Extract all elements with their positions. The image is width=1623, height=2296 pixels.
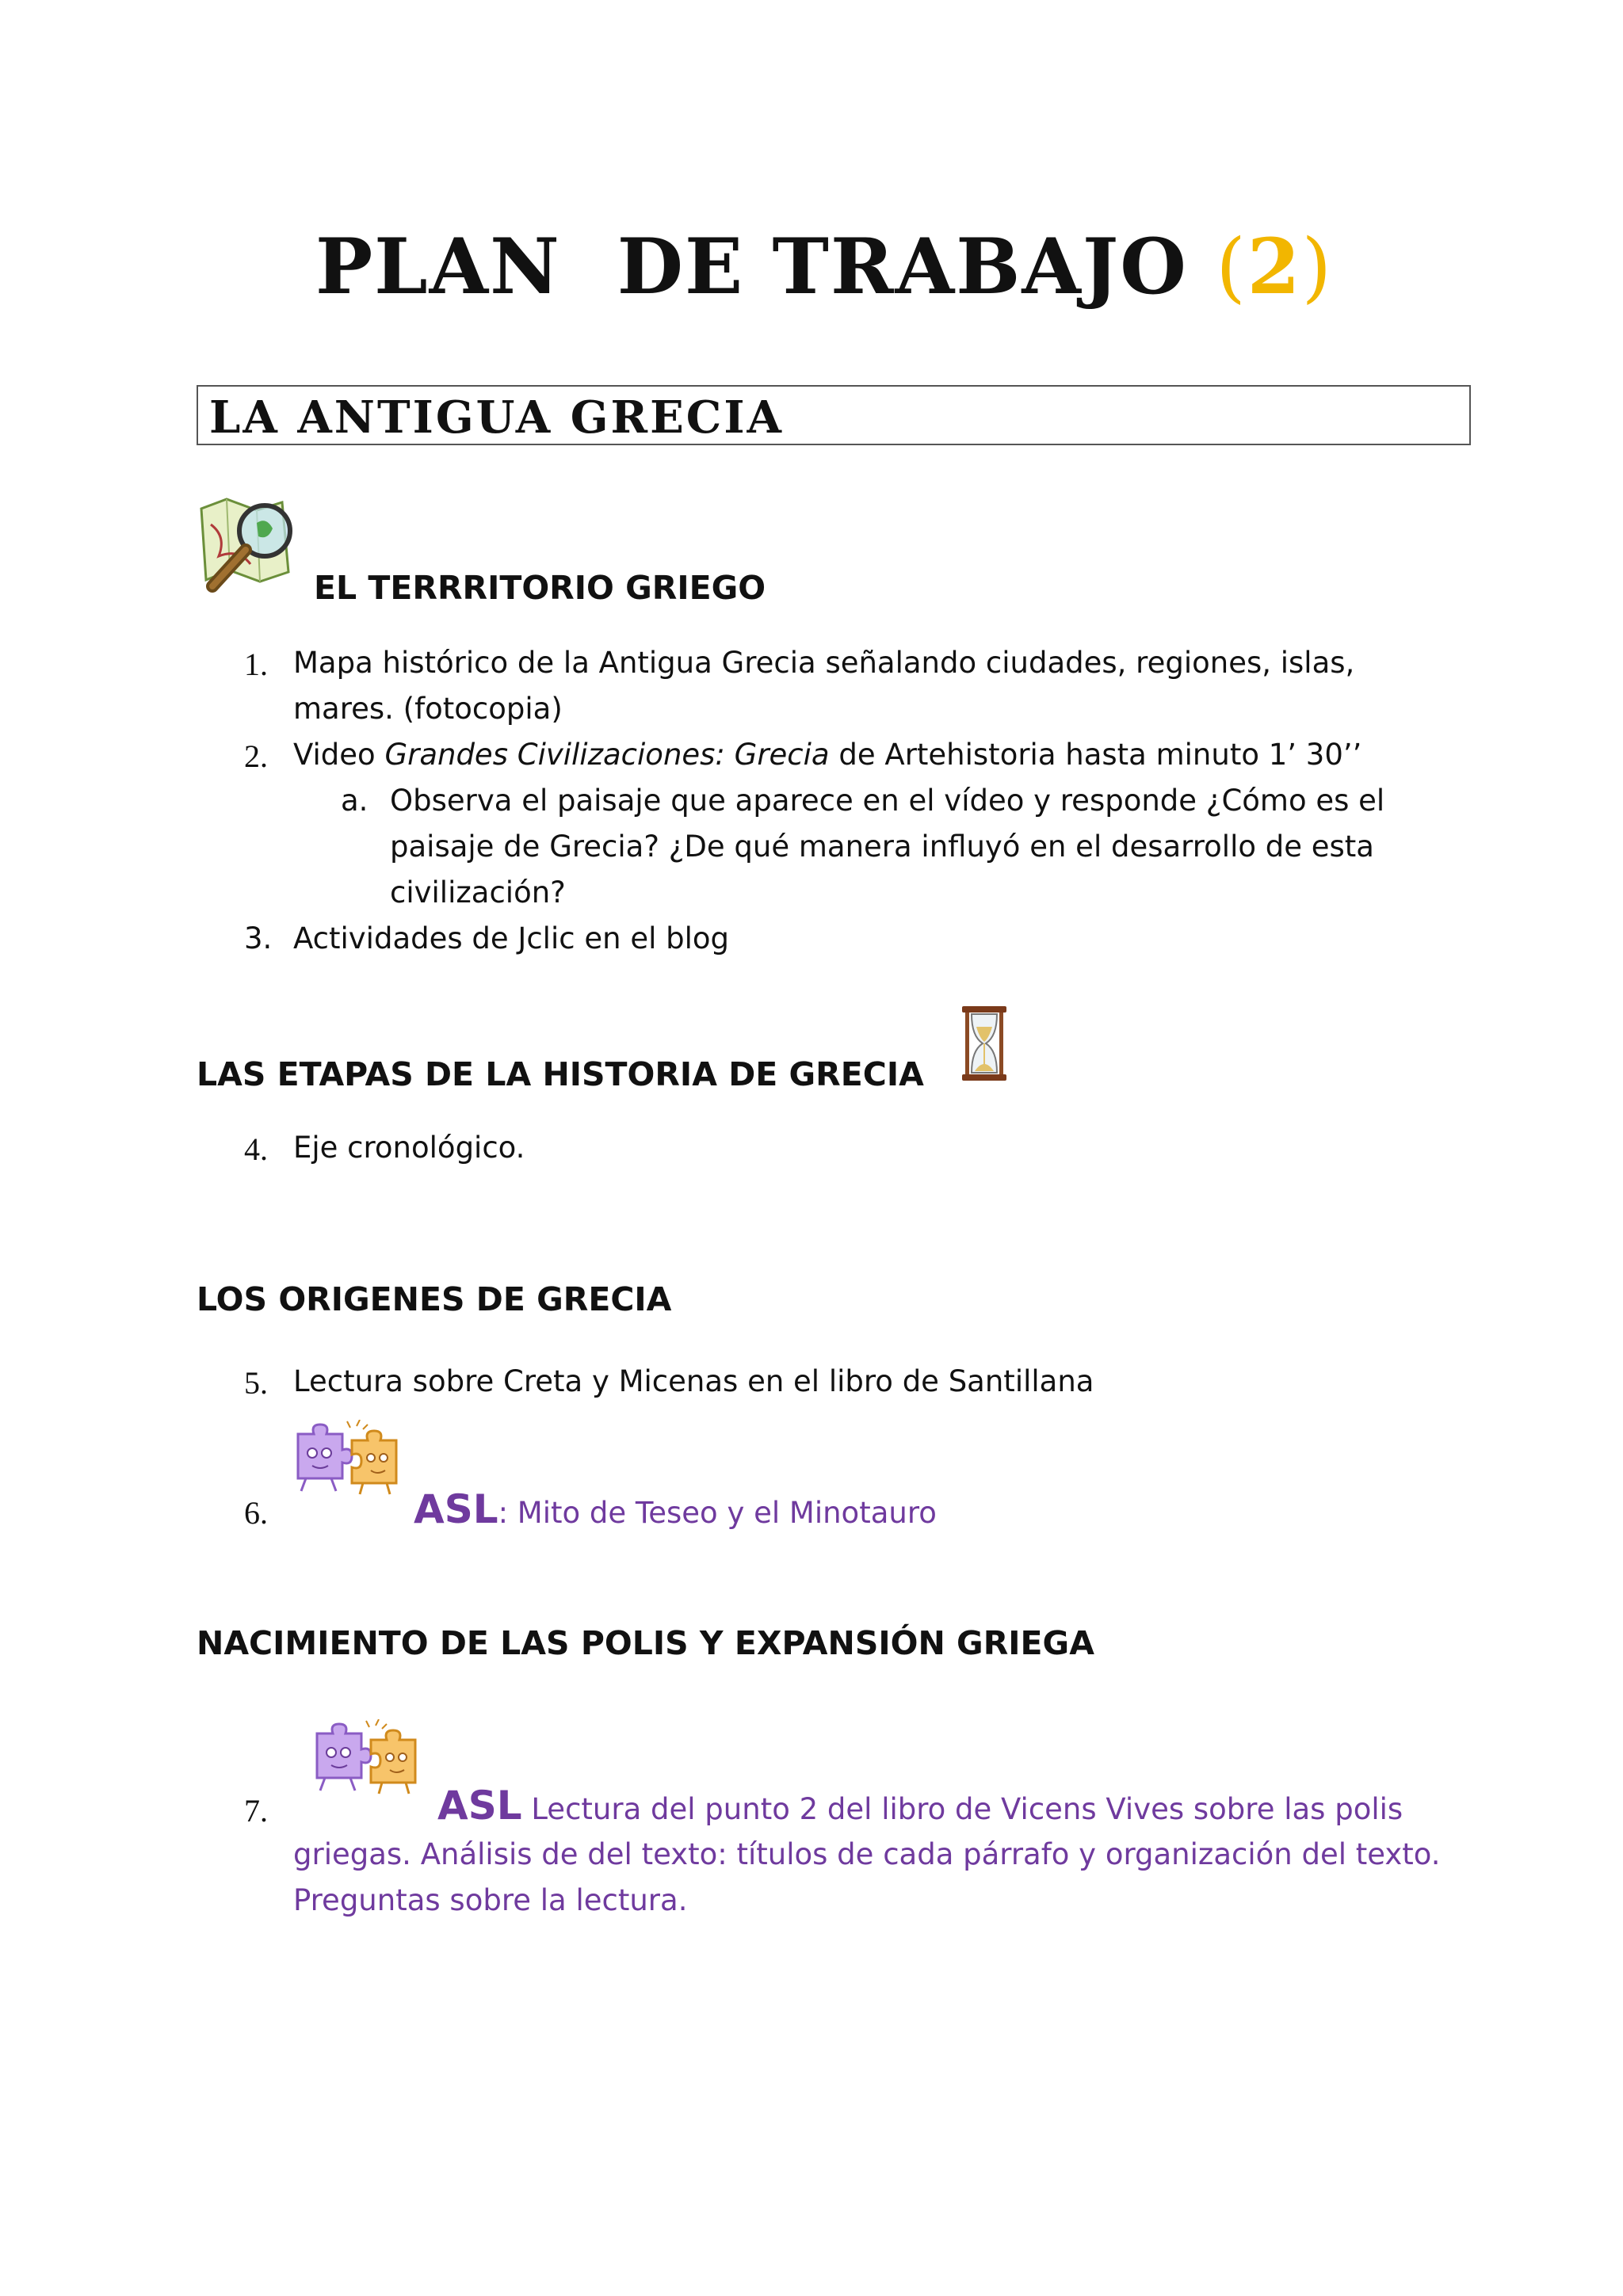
hourglass-icon [959,1005,1010,1084]
topic-box [197,385,1471,445]
list-item: Lectura sobre Creta y Micenas en el libro de Santillana [293,1364,1094,1398]
list-item: Mapa histórico de la Antigua Grecia señalando ciudades, regiones, islas, mares. (fotocopia) [293,646,1355,726]
list-number: 1. [244,646,268,682]
list-number: 6. [244,1495,268,1531]
asl-label: ASL [414,1486,498,1532]
list-item: Eje cronológico. [293,1131,525,1165]
map-magnifier-icon [195,493,298,596]
plan-number: (2) [1216,222,1334,311]
section-heading-etapas: LAS ETAPAS DE LA HISTORIA DE GRECIA [197,1055,924,1093]
list-number: 7. [244,1793,268,1829]
list-number: 4. [244,1131,268,1167]
list-number: 3. [244,921,273,955]
list-item: Actividades de Jclic en el blog [293,921,730,955]
puzzle-pieces-icon [292,1420,403,1496]
list-item-asl: ASL: Mito de Teseo y el Minotauro [414,1486,937,1532]
page-title: PLAN DE TRABAJO (2) [315,222,1334,311]
puzzle-pieces-icon [311,1719,422,1795]
list-number: a. [341,784,369,818]
section-heading-territorio: EL TERRRITORIO GRIEGO [314,569,766,607]
list-item: Video Grandes Civilizaciones: Grecia de Artehistoria hasta minuto 1’ 30’’ [293,738,1362,772]
video-title: Grandes Civilizaciones: Grecia [384,738,830,772]
list-number: 2. [244,738,268,774]
list-item-asl: ASL Lectura del punto 2 del libro de Vicens Vives sobre las polis [437,1783,1403,1829]
list-number: 5. [244,1365,268,1401]
section-heading-polis: NACIMIENTO DE LAS POLIS Y EXPANSIÓN GRIEGA [197,1624,1094,1662]
topic-title: LA ANTIGUA GRECIA [209,391,784,444]
asl-label: ASL [437,1783,522,1829]
section-heading-origenes: LOS ORIGENES DE GRECIA [197,1280,672,1318]
list-subitem: Observa el paisaje que aparece en el vídeo y responde ¿Cómo es el paisaje de Grecia? ¿De qué manera influyó en el desarrollo de esta civilización? [390,784,1385,910]
list-item-continuation: griegas. Análisis de del texto: títulos de cada párrafo y organización del texto. Preguntas sobre la lectura. [293,1837,1441,1917]
